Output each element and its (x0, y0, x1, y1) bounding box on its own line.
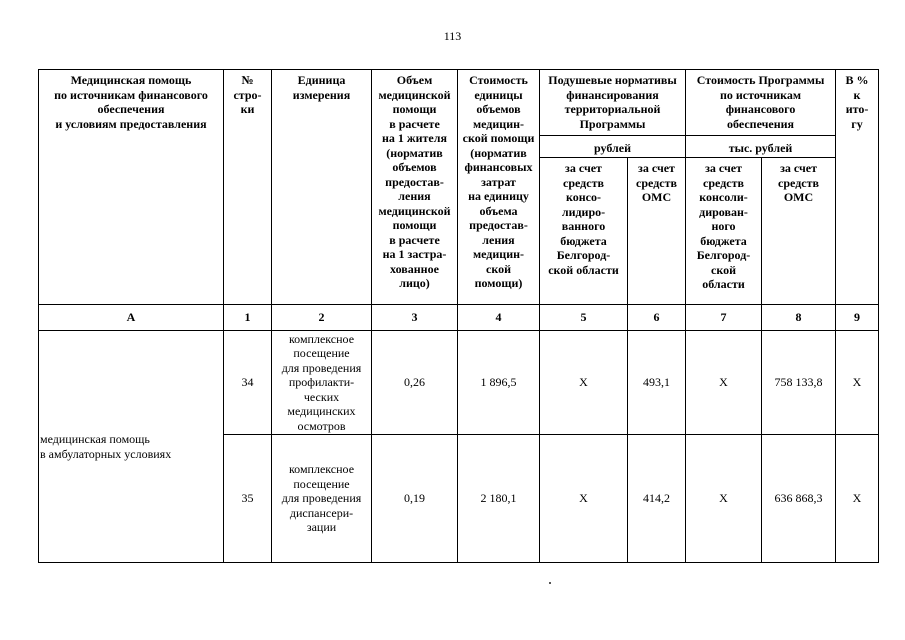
section-label: медицинская помощь в амбулаторных условиях (39, 331, 224, 563)
volume-value: 0,19 (372, 435, 458, 563)
column-number: 6 (628, 305, 686, 331)
total-budget-value: X (686, 435, 762, 563)
header-volume: Объем медицинской помощи в расчете на 1 жителя (норматив объемов предостав- ления медицинской помощи в расчете на 1 застра- хованное лицо) (372, 70, 458, 305)
financing-table (38, 69, 879, 563)
column-number: 9 (836, 305, 879, 331)
per-capita-oms-value: 493,1 (628, 331, 686, 435)
header-percent-of-total: В % к ито- гу (836, 70, 879, 305)
header-program-cost: Стоимость Программы по источникам финансового обеспечения (686, 70, 836, 136)
column-number-row (39, 305, 879, 331)
total-oms-value: 758 133,8 (762, 331, 836, 435)
header-medical-care: Медицинская помощь по источникам финансового обеспечения и условиям предоставления (39, 70, 224, 305)
unit-of-measure: комплексное посещение для проведения профилакти- ческих медицинских осмотров (272, 331, 372, 435)
header-per-capita-norms: Подушевые нормативы финансирования территориальной Программы (540, 70, 686, 136)
scan-speck (549, 582, 551, 584)
volume-value: 0,26 (372, 331, 458, 435)
column-number: 3 (372, 305, 458, 331)
column-number: 7 (686, 305, 762, 331)
unit-cost-value: 1 896,5 (458, 331, 540, 435)
column-number: 4 (458, 305, 540, 331)
line-number: 35 (224, 435, 272, 563)
column-number: 8 (762, 305, 836, 331)
header-unit-cost: Стоимость единицы объемов медицин- ской помощи (норматив финансовых затрат на единицу объема предостав- ления медицин- ской помощи) (458, 70, 540, 305)
header-unit: Единица измерения (272, 70, 372, 305)
column-number: А (39, 305, 224, 331)
unit-cost-value: 2 180,1 (458, 435, 540, 563)
column-number: 2 (272, 305, 372, 331)
header-unit-thousand-rubles: тыс. рублей (686, 136, 836, 158)
header-per-capita-budget: за счет средств консо- лидиро- ванного бюджета Белгород- ской области (540, 158, 628, 305)
line-number: 34 (224, 331, 272, 435)
per-capita-budget-value: X (540, 435, 628, 563)
header-total-oms: за счет средств ОМС (762, 158, 836, 305)
page-number: 113 (443, 29, 462, 43)
per-capita-oms-value: 414,2 (628, 435, 686, 563)
header-unit-rubles: рублей (540, 136, 686, 158)
header-total-budget: за счет средств консоли- дирован- ного бюджета Белгород- ской области (686, 158, 762, 305)
total-budget-value: X (686, 331, 762, 435)
header-per-capita-oms: за счет средств ОМС (628, 158, 686, 305)
column-number: 5 (540, 305, 628, 331)
percent-value: X (836, 435, 879, 563)
header-line-number: № стро- ки (224, 70, 272, 305)
column-number: 1 (224, 305, 272, 331)
total-oms-value: 636 868,3 (762, 435, 836, 563)
percent-value: X (836, 331, 879, 435)
per-capita-budget-value: X (540, 331, 628, 435)
table-row (39, 331, 879, 435)
unit-of-measure: комплексное посещение для проведения диспансери- зации (272, 435, 372, 563)
